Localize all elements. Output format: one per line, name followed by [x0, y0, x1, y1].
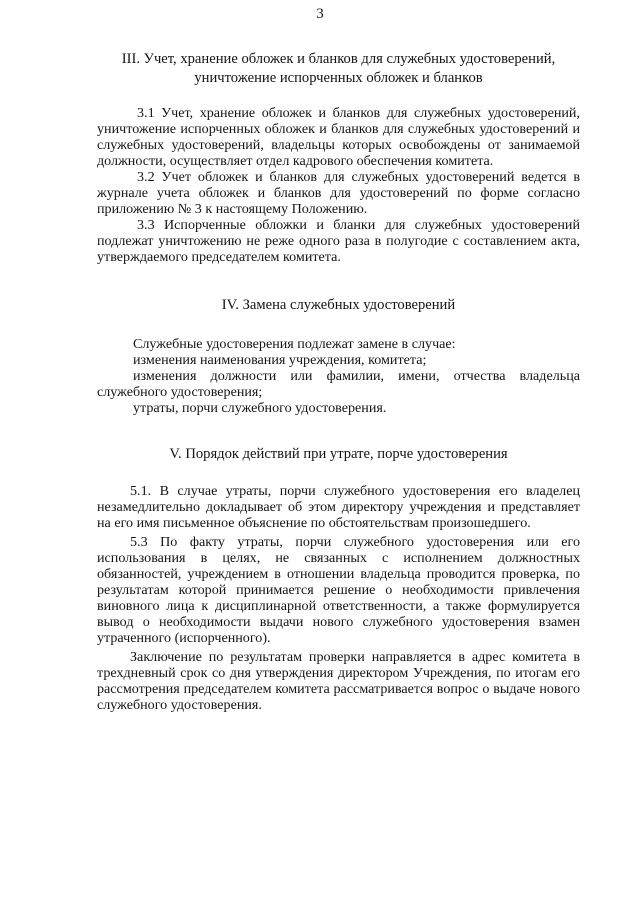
- page-number: 3: [316, 6, 324, 22]
- section-4-heading: IV. Замена служебных удостоверений: [221, 297, 456, 313]
- paragraph-5-1: 5.1. В случае утраты, порчи служебного удостоверения его владелец незамедлительно докладывает об этом директору учреждения и представляет на его имя письменное объяснение по обстоятельствам произошедшего.: [97, 483, 580, 531]
- paragraph-5-3: 5.3 По факту утраты, порчи служебного удостоверения или его использования в целях, не связанных с исполнением должностных обязанностей, учреждением в отношении владельца проводится проверка, по результатам которой принимается решение о необходимости привлечения виновного лица к дисциплинарной ответственности, а также формулируется вывод о необходимости выдачи нового служебного удостоверения взамен утраченного (испорченного).: [97, 534, 580, 646]
- replacement-item-3: утраты, порчи служебного удостоверения.: [133, 400, 387, 416]
- replacement-intro: Служебные удостоверения подлежат замене в случае:: [133, 336, 456, 352]
- paragraph-conclusion: Заключение по результатам проверки направляется в адрес комитета в трехдневный срок со дня утверждения директором Учреждения, по итогам его рассмотрения председателем комитета рассматривается вопрос о выдаче нового служебного удостоверения.: [97, 649, 580, 713]
- section-5-heading: V. Порядок действий при утрате, порче удостоверения: [169, 446, 508, 462]
- replacement-item-1: изменения наименования учреждения, комитета;: [133, 352, 427, 368]
- paragraph-3-2: 3.2 Учет обложек и бланков для служебных удостоверений ведется в журнале учета обложек и бланков для удостоверений по форме согласно приложению № 3 к настоящему Положению.: [97, 169, 580, 217]
- document-body: [97, 50, 580, 713]
- paragraph-3-1: 3.1 Учет, хранение обложек и бланков для служебных удостоверений, уничтожение испорченных обложек и бланков для служебных удостоверений и служебных удостоверений, владельцы которых освобождены от занимаемой должности, осуществляет отдел кадрового обеспечения комитета.: [97, 105, 580, 169]
- section-3-heading: III. Учет, хранение обложек и бланков для служебных удостоверений, уничтожение испорченных обложек и бланков: [121, 51, 556, 86]
- replacement-item-2: изменения должности или фамилии, имени, отчества владельца служебного удостоверения;: [97, 368, 580, 400]
- paragraph-3-3: 3.3 Испорченные обложки и бланки для служебных удостоверений подлежат уничтожению не реже одного раза в полугодие с составлением акта, утверждаемого председателем комитета.: [97, 217, 580, 265]
